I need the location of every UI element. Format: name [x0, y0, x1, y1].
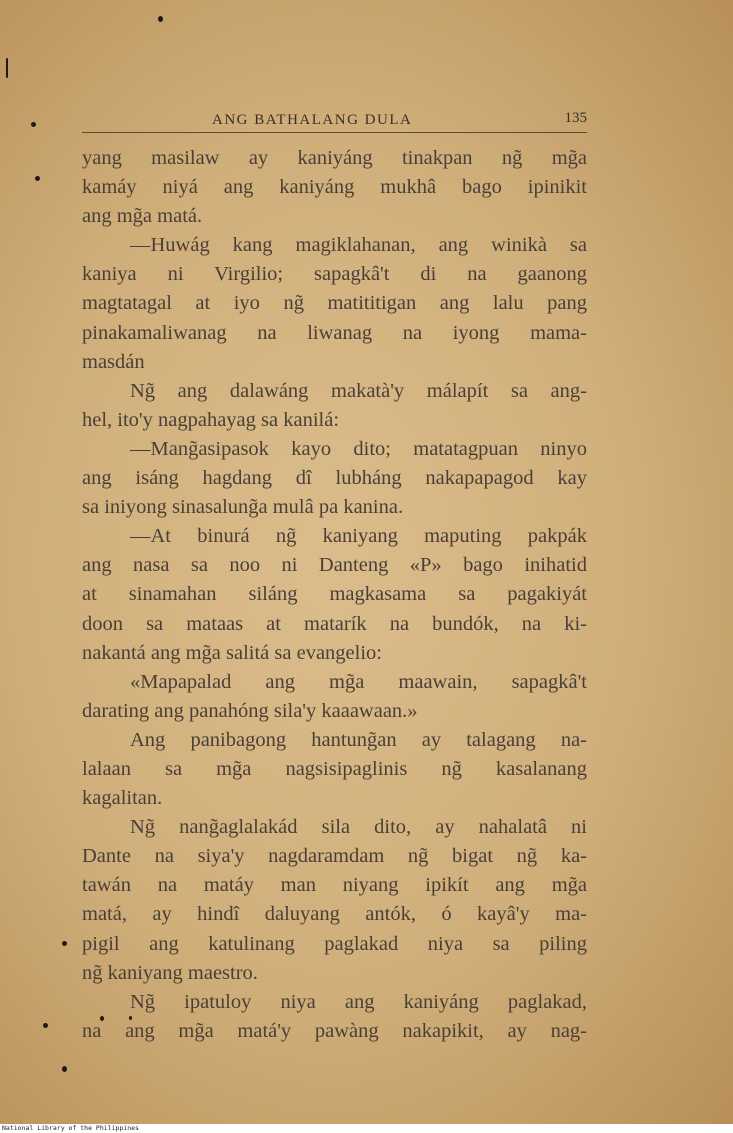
- ink-spot: [43, 1023, 48, 1028]
- text-line: masdán: [82, 350, 145, 373]
- running-title: ANG BATHALANG DULA: [212, 112, 413, 128]
- text-line: kagalitan.: [82, 787, 163, 810]
- text-line: pigil ang katulinang paglakad niya sa piling: [82, 932, 587, 955]
- text-line: na ang mg̃a matá'y pawàng nakapikit, ay nag-: [82, 1019, 587, 1042]
- text-line: yang masilaw ay kaniyáng tinakpan ng̃ mg̃a: [82, 147, 587, 169]
- text-line: Ng̃ ang dalawáng makatà'y málapít sa ang-: [130, 379, 587, 402]
- page-number: 135: [564, 110, 587, 126]
- text-line: darating ang panahóng sila'y kaaawaan.»: [82, 699, 418, 722]
- text-line: ang nasa sa noo ni Danteng «P» bago inihatid: [82, 554, 587, 577]
- text-line: ang isáng hagdang dî lubháng nakapapagod kay: [82, 467, 587, 490]
- text-line: ng̃ kaniyang maestro.: [82, 961, 258, 984]
- ink-spot: [35, 176, 40, 181]
- text-line: tawán na matáy man niyang ipikít ang mg̃a: [82, 874, 587, 897]
- text-line: ang mg̃a matá.: [82, 205, 203, 228]
- running-header: [82, 110, 587, 133]
- ink-spot: [31, 122, 36, 127]
- text-line: hel, ito'y nagpahayag sa kanilá:: [82, 408, 340, 431]
- text-line: —Mang̃asipasok kayo dito; matatagpuan ninyo: [130, 437, 587, 460]
- text-line: lalaan sa mg̃a nagsisipaglinis ng̃ kasalanang: [82, 757, 587, 780]
- text-line: Dante na siya'y nagdaramdam ng̃ bigat ng̃ ka-: [82, 845, 587, 868]
- text-line: «Mapapalad ang mg̃a maawain, sapagkâ't: [130, 670, 587, 693]
- scan-credit: National Library of the Philippines: [2, 1124, 139, 1132]
- text-line: at sinamahan siláng magkasama sa pagakiyát: [82, 583, 587, 606]
- text-line: Ng̃ nang̃aglalakád sila dito, ay nahalatâ ni: [130, 816, 587, 839]
- page-edge-mark: [6, 58, 8, 78]
- text-line: Ng̃ ipatuloy niya ang kaniyáng paglakad,: [130, 990, 587, 1013]
- text-line: matá, ay hindî daluyang antók, ó kayâ'y ma-: [82, 903, 587, 926]
- text-line: —Huwág kang magiklahanan, ang winikà sa: [130, 234, 587, 257]
- body-text: [82, 144, 587, 1046]
- text-line: kaniya ni Virgilio; sapagkâ't di na gaanong: [82, 263, 587, 286]
- text-line: Ang panibagong hantung̃an ay talagang na-: [130, 728, 587, 751]
- ink-spot: [158, 16, 163, 22]
- text-line: sa iniyong sinasalung̃a mulâ pa kanina.: [82, 496, 404, 519]
- ink-spot: [62, 1066, 67, 1072]
- text-line: doon sa mataas at matarík na bundók, na ki-: [82, 612, 587, 635]
- text-line: magtatagal at iyo ng̃ matititigan ang lalu pang: [82, 292, 587, 315]
- text-line: —At binurá ng̃ kaniyang maputing pakpák: [130, 525, 587, 548]
- text-line: kamáy niyá ang kaniyáng mukhâ bago ipinikit: [82, 176, 587, 199]
- text-line: pinakamaliwanag na liwanag na iyong mama-: [82, 321, 587, 344]
- text-line: nakantá ang mg̃a salitá sa evangelio:: [82, 641, 382, 664]
- ink-spot: [62, 941, 67, 946]
